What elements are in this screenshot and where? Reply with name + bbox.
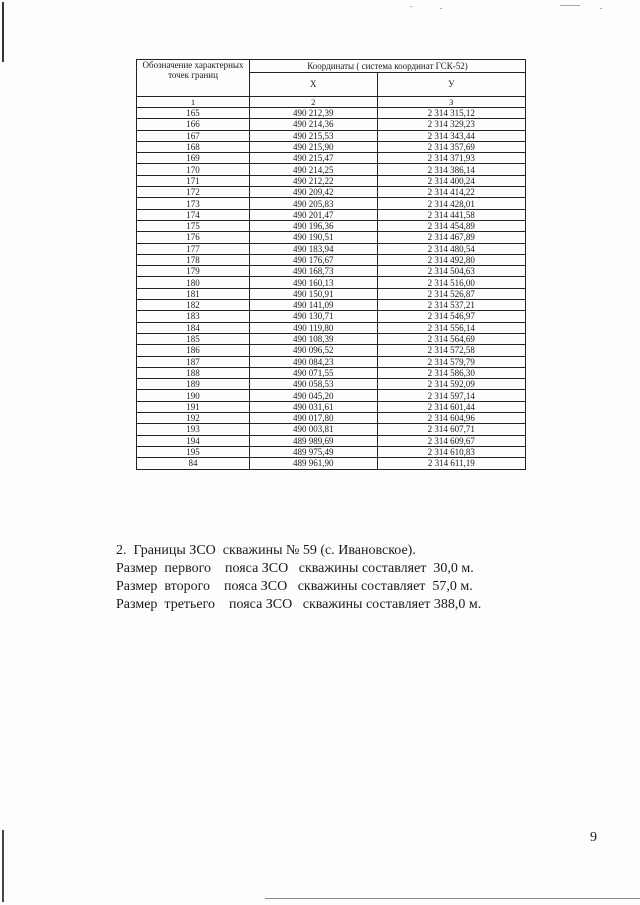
point-id-cell: 180 — [137, 277, 250, 288]
x-coordinate-cell: 490 096,52 — [250, 345, 378, 356]
x-coordinate-cell: 490 183,94 — [250, 243, 378, 254]
point-id-cell: 195 — [137, 446, 250, 457]
point-id-cell: 170 — [137, 164, 250, 175]
x-coordinate-cell: 490 160,13 — [250, 277, 378, 288]
point-id-cell: 173 — [137, 198, 250, 209]
scan-speck — [560, 5, 580, 6]
table-row — [137, 367, 526, 378]
y-coordinate-cell: 2 314 428,01 — [377, 198, 525, 209]
table-row — [137, 164, 526, 175]
column-number: 1 — [137, 97, 250, 108]
y-coordinate-cell: 2 314 611,19 — [377, 458, 525, 469]
table-row — [137, 130, 526, 141]
point-id-cell: 190 — [137, 390, 250, 401]
x-coordinate-cell: 490 031,61 — [250, 401, 378, 412]
x-coordinate-cell: 489 961,90 — [250, 458, 378, 469]
y-coordinate-cell: 2 314 454,89 — [377, 220, 525, 231]
y-coordinate-cell: 2 314 400,24 — [377, 175, 525, 186]
table-row — [137, 424, 526, 435]
x-coordinate-cell: 489 989,69 — [250, 435, 378, 446]
x-coordinate-cell: 490 212,39 — [250, 108, 378, 119]
point-id-cell: 167 — [137, 130, 250, 141]
y-coordinate-cell: 2 314 315,12 — [377, 108, 525, 119]
point-id-cell: 172 — [137, 187, 250, 198]
header-coordinates: Координаты ( система координат ГСК-52) — [250, 60, 526, 73]
point-id-cell: 174 — [137, 209, 250, 220]
table-row — [137, 198, 526, 209]
x-coordinate-cell: 490 209,42 — [250, 187, 378, 198]
point-id-cell: 166 — [137, 119, 250, 130]
y-coordinate-cell: 2 314 516,00 — [377, 277, 525, 288]
point-id-cell: 178 — [137, 254, 250, 265]
x-coordinate-cell: 490 108,39 — [250, 333, 378, 344]
point-id-cell: 184 — [137, 322, 250, 333]
y-coordinate-cell: 2 314 597,14 — [377, 390, 525, 401]
y-coordinate-cell: 2 314 592,09 — [377, 379, 525, 390]
x-coordinate-cell: 490 201,47 — [250, 209, 378, 220]
table-row — [137, 379, 526, 390]
table-row — [137, 413, 526, 424]
x-coordinate-cell: 490 084,23 — [250, 356, 378, 367]
y-coordinate-cell: 2 314 343,44 — [377, 130, 525, 141]
coordinates-table — [136, 59, 526, 470]
y-coordinate-cell: 2 314 526,87 — [377, 288, 525, 299]
table-row — [137, 220, 526, 231]
page-number: 9 — [590, 830, 597, 845]
scan-edge-mark — [2, 2, 4, 62]
table-row — [137, 187, 526, 198]
x-coordinate-cell: 490 003,81 — [250, 424, 378, 435]
x-coordinate-cell: 490 205,83 — [250, 198, 378, 209]
point-id-cell: 179 — [137, 266, 250, 277]
scan-speck — [410, 6, 412, 7]
point-id-cell: 189 — [137, 379, 250, 390]
table-row — [137, 153, 526, 164]
header-x: X — [250, 72, 378, 96]
y-coordinate-cell: 2 314 371,93 — [377, 153, 525, 164]
table-row — [137, 243, 526, 254]
y-coordinate-cell: 2 314 504,63 — [377, 266, 525, 277]
table-row — [137, 401, 526, 412]
table-row — [137, 446, 526, 457]
scan-edge-mark — [2, 830, 4, 902]
y-coordinate-cell: 2 314 556,14 — [377, 322, 525, 333]
point-id-cell: 188 — [137, 367, 250, 378]
point-id-cell: 191 — [137, 401, 250, 412]
x-coordinate-cell: 490 214,36 — [250, 119, 378, 130]
y-coordinate-cell: 2 314 357,69 — [377, 141, 525, 152]
x-coordinate-cell: 490 119,80 — [250, 322, 378, 333]
scan-speck — [440, 8, 442, 9]
x-coordinate-cell: 490 071,55 — [250, 367, 378, 378]
column-number: 3 — [377, 97, 525, 108]
point-id-cell: 84 — [137, 458, 250, 469]
x-coordinate-cell: 490 017,80 — [250, 413, 378, 424]
table-row — [137, 254, 526, 265]
y-coordinate-cell: 2 314 414,22 — [377, 187, 525, 198]
y-coordinate-cell: 2 314 480,54 — [377, 243, 525, 254]
y-coordinate-cell: 2 314 586,30 — [377, 367, 525, 378]
y-coordinate-cell: 2 314 441,58 — [377, 209, 525, 220]
y-coordinate-cell: 2 314 329,23 — [377, 119, 525, 130]
x-coordinate-cell: 490 176,67 — [250, 254, 378, 265]
x-coordinate-cell: 490 215,47 — [250, 153, 378, 164]
x-coordinate-cell: 490 168,73 — [250, 266, 378, 277]
y-coordinate-cell: 2 314 564,69 — [377, 333, 525, 344]
x-coordinate-cell: 490 212,22 — [250, 175, 378, 186]
y-coordinate-cell: 2 314 572,58 — [377, 345, 525, 356]
zone3-size: Размер третьего пояса ЗСО скважины составляет 388,0 м. — [116, 597, 482, 612]
table-row — [137, 435, 526, 446]
table-row — [137, 333, 526, 344]
table-row — [137, 288, 526, 299]
table-row — [137, 209, 526, 220]
y-coordinate-cell: 2 314 609,67 — [377, 435, 525, 446]
table-row — [137, 390, 526, 401]
section-heading: 2. Границы ЗСО скважины № 59 (с. Ивановское). — [116, 543, 416, 558]
point-id-cell: 168 — [137, 141, 250, 152]
point-id-cell: 176 — [137, 232, 250, 243]
zone1-size: Размер первого пояса ЗСО скважины составляет 30,0 м. — [116, 561, 474, 576]
table-row — [137, 322, 526, 333]
table-row — [137, 141, 526, 152]
point-id-cell: 171 — [137, 175, 250, 186]
x-coordinate-cell: 490 215,53 — [250, 130, 378, 141]
x-coordinate-cell: 490 045,20 — [250, 390, 378, 401]
table-row — [137, 300, 526, 311]
table-body — [137, 108, 526, 470]
y-coordinate-cell: 2 314 492,80 — [377, 254, 525, 265]
scan-speck — [600, 8, 602, 9]
header-y: У — [377, 72, 525, 96]
point-id-cell: 186 — [137, 345, 250, 356]
column-number: 2 — [250, 97, 378, 108]
x-coordinate-cell: 490 150,91 — [250, 288, 378, 299]
y-coordinate-cell: 2 314 386,14 — [377, 164, 525, 175]
table-row — [137, 311, 526, 322]
zone2-size: Размер второго пояса ЗСО скважины составляет 57,0 м. — [116, 579, 473, 594]
y-coordinate-cell: 2 314 537,21 — [377, 300, 525, 311]
point-id-cell: 183 — [137, 311, 250, 322]
x-coordinate-cell: 490 141,09 — [250, 300, 378, 311]
point-id-cell: 185 — [137, 333, 250, 344]
y-coordinate-cell: 2 314 467,89 — [377, 232, 525, 243]
y-coordinate-cell: 2 314 546,97 — [377, 311, 525, 322]
point-id-cell: 177 — [137, 243, 250, 254]
point-id-cell: 194 — [137, 435, 250, 446]
x-coordinate-cell: 490 214,25 — [250, 164, 378, 175]
point-id-cell: 192 — [137, 413, 250, 424]
table-row — [137, 356, 526, 367]
table-row — [137, 266, 526, 277]
x-coordinate-cell: 490 196,36 — [250, 220, 378, 231]
y-coordinate-cell: 2 314 601,44 — [377, 401, 525, 412]
x-coordinate-cell: 490 130,71 — [250, 311, 378, 322]
table-row — [137, 345, 526, 356]
point-id-cell: 182 — [137, 300, 250, 311]
x-coordinate-cell: 489 975,49 — [250, 446, 378, 457]
point-id-cell: 193 — [137, 424, 250, 435]
x-coordinate-cell: 490 058,53 — [250, 379, 378, 390]
table-row — [137, 175, 526, 186]
y-coordinate-cell: 2 314 604,96 — [377, 413, 525, 424]
scan-bottom-line — [265, 898, 640, 899]
x-coordinate-cell: 490 215,90 — [250, 141, 378, 152]
point-id-cell: 181 — [137, 288, 250, 299]
x-coordinate-cell: 490 190,51 — [250, 232, 378, 243]
y-coordinate-cell: 2 314 610,83 — [377, 446, 525, 457]
header-designation: Обозначение характерных точек границ — [137, 60, 250, 97]
y-coordinate-cell: 2 314 607,71 — [377, 424, 525, 435]
table-row — [137, 277, 526, 288]
y-coordinate-cell: 2 314 579,79 — [377, 356, 525, 367]
point-id-cell: 187 — [137, 356, 250, 367]
table-row — [137, 232, 526, 243]
point-id-cell: 165 — [137, 108, 250, 119]
point-id-cell: 175 — [137, 220, 250, 231]
table-row — [137, 108, 526, 119]
point-id-cell: 169 — [137, 153, 250, 164]
table-row — [137, 119, 526, 130]
table-row — [137, 458, 526, 469]
